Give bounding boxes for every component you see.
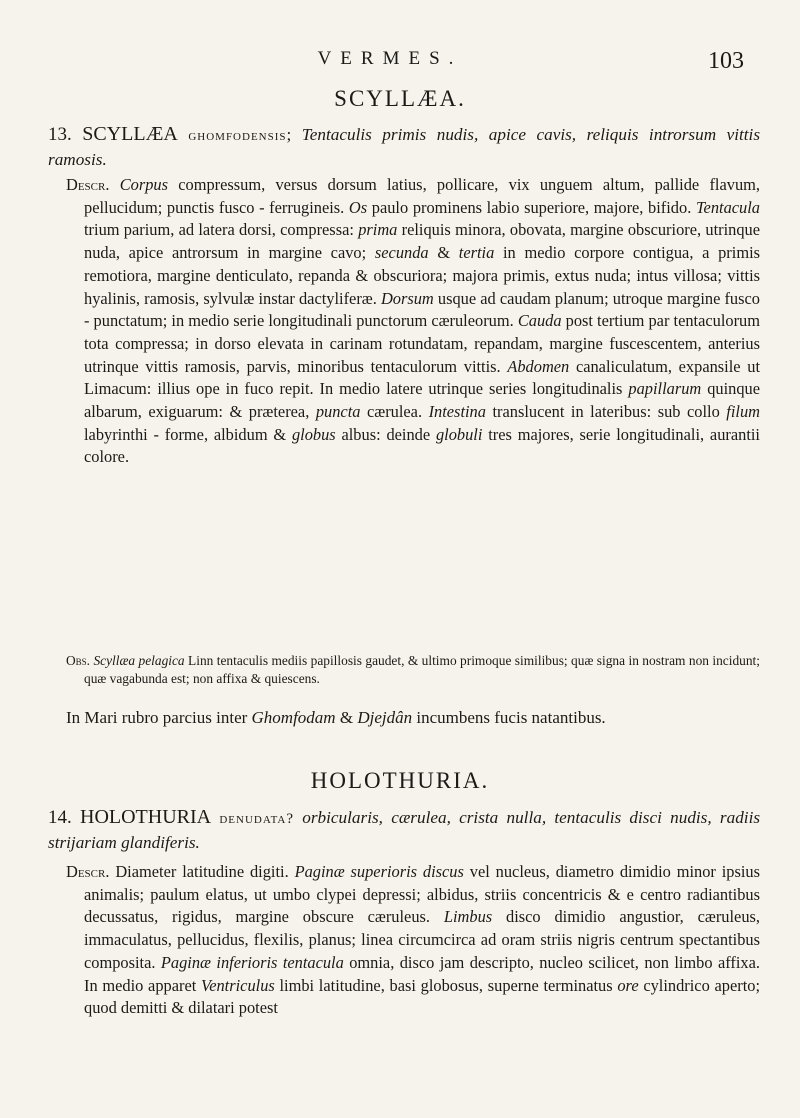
- genus-name: HOLOTHURIA: [80, 806, 212, 828]
- species-entry-heading: [48, 806, 760, 854]
- descr-label: Descr.: [66, 862, 110, 881]
- section-title-scyllaea: SCYLLÆA.: [334, 86, 466, 111]
- italic-term: Tentacula: [695, 197, 760, 217]
- italic-term: prima: [358, 220, 398, 240]
- italic-term: secunda: [374, 243, 429, 263]
- diagnosis: orbicularis, cærulea, crista nulla, tentaculis disci nudis, radiis strijariam glandiferis.: [48, 808, 761, 852]
- habitat-text: In Mari rubro parcius inter Ghomfodam & Djejdân incumbens fucis natantibus.: [66, 708, 606, 727]
- habitat-paragraph: [66, 706, 760, 729]
- genus-name: SCYLLÆA: [82, 123, 178, 145]
- italic-term: Cauda: [517, 311, 562, 331]
- italic-term: Abdomen: [507, 356, 570, 376]
- italic-term: filum: [726, 402, 760, 422]
- description-text: Diameter latitudine digiti. Paginæ superioris discus vel nucleus, diametro dimidio minor ipsius animalis; paulum elatus, ut umbo clypei depressi; albidus, striis concentricis & e centro radiantibus decussatus, rigidus, margine obscure cæruleus. Limbus disco dimidio angustior, cæruleus, immaculatus, pellucidus, flexilis, planus; linea circumcirca ad oram striis nigris centrum spectantibus composita. Paginæ inferioris tentacula omnia, disco jam descripto, nucleo scilicet, non limbo affixa. In medio apparet Ventriculus limbi latitudine, basi globosus, superne terminatus ore cylindrico aperto; quod demitti & dilatari potest: [84, 862, 761, 1018]
- entry-number: 13.: [48, 124, 72, 145]
- italic-term: Ghomfodam: [251, 708, 336, 727]
- running-head: [0, 48, 800, 78]
- observation-text: Scyllæa pelagica Linn tentaculis mediis papillosis gaudet, & ultimo primoque similibus; quæ signa in nostram non incidunt; quæ vagabunda est; non affixa & quiescens.: [84, 653, 760, 686]
- species-name: denudata?: [219, 811, 295, 827]
- italic-term: Corpus: [119, 175, 168, 194]
- page-number: 103: [708, 48, 744, 74]
- entry-number: 14.: [48, 807, 72, 828]
- italic-term: globus: [291, 424, 336, 444]
- italic-term: ore: [617, 975, 639, 995]
- species-entry-heading: 13. SCYLLÆA ghomfodensis; Tentaculis primis nudis, apice cavis, reliquis introrsum vittis ramosis.: [48, 123, 761, 169]
- italic-term: Djejdân: [357, 708, 413, 727]
- italic-term: puncta: [315, 402, 361, 422]
- descr-label: Descr.: [66, 175, 110, 194]
- italic-term: Intestina: [428, 402, 486, 422]
- species-name: ghomfodensis: [188, 128, 287, 144]
- italic-term: tertia: [458, 243, 495, 263]
- running-title: VERMES.: [317, 48, 463, 69]
- italic-term: Paginæ superioris discus: [294, 862, 464, 881]
- italic-term: Scyllæa pelagica: [93, 653, 185, 668]
- obs-label: Obs.: [66, 653, 91, 668]
- italic-term: globuli: [435, 424, 483, 444]
- italic-term: Paginæ inferioris tentacula: [160, 952, 344, 972]
- italic-term: papillarum: [628, 379, 702, 399]
- description-text: Corpus compressum, versus dorsum latius, pollicare, vix unguem altum, pallide flavum, pellucidum; punctis fusco - ferrugineis. Os paulo prominens labio superiore, majore, bifido. Tentacula trium parium, ad latera dorsi, compressa: prima reliquis minora, obovata, margine obscuriore, utrinque nuda, apice antrorsum in margine cavo; secunda & tertia in medio corpore contigua, a primis remotiora, margine denticulato, repanda & obscuriora; majora primis, extus nuda; intus villosa; vittis hyalinis, ramosis, sylvulæ instar dactyliferæ. Dorsum usque ad caudam planum; utroque margine fusco - punctatum; in medio serie longitudinali punctorum cæruleorum. Cauda post tertium par tentaculorum tota compressa; in dorso elevata in carinam rotundatam, repandam, margine fuscescentem, anterius utrinque vittis ramosis, parvis, minoribus tentaculorum vittis. Abdomen canaliculatum, expansile ut Limacum: illius ope in fuco repit. In medio latere utrinque series longitudinalis papillarum quinque albarum, exiguarum: & præterea, puncta cærulea. Intestina translucent in lateribus: sub collo filum labyrinthi - forme, albidum & globus albus: deinde globuli tres majores, serie longitudinali, aurantii colore.: [84, 175, 761, 467]
- diagnosis: Tentaculis primis nudis, apice cavis, reliquis introrsum vittis ramosis.: [48, 125, 761, 169]
- description-paragraph: [66, 174, 760, 469]
- description-paragraph: [66, 861, 760, 1020]
- italic-term: Os: [348, 197, 368, 217]
- italic-term: Dorsum: [380, 288, 434, 308]
- section-title-holothuria: HOLOTHURIA.: [310, 768, 490, 793]
- observation-paragraph: [66, 652, 760, 687]
- italic-term: Ventriculus: [201, 975, 275, 995]
- italic-term: Limbus: [443, 907, 493, 927]
